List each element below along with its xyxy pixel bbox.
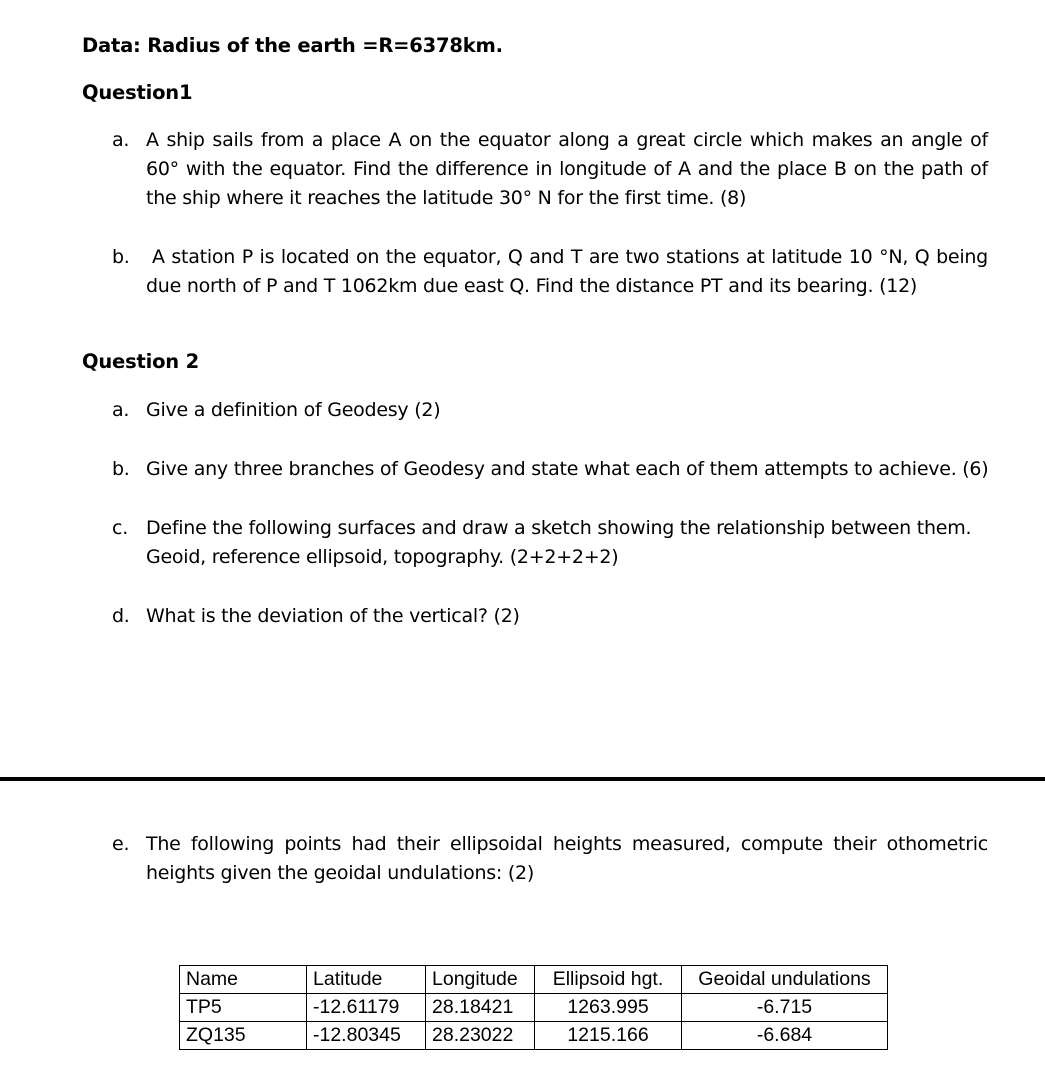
table-row bbox=[180, 994, 888, 1022]
table-cell: -12.80345 bbox=[307, 1022, 426, 1050]
header-cell-geoidal-undulations: Geoidal undulations bbox=[682, 966, 888, 994]
data-line: Data: Radius of the earth =R=6378km. bbox=[82, 34, 503, 57]
item-marker: e. bbox=[112, 833, 130, 855]
item-text-line: Geoid, reference ellipsoid, topography. (2+2+2+2) bbox=[146, 546, 619, 568]
table-cell: 1263.995 bbox=[535, 994, 682, 1022]
header-cell-ellipsoid-height: Ellipsoid hgt. bbox=[535, 966, 682, 994]
item-text-line: A station P is located on the equator, Q and T are two stations at latitude 10 °N, Q being bbox=[152, 246, 988, 268]
item-marker: d. bbox=[112, 605, 130, 627]
table-cell: 1215.166 bbox=[535, 1022, 682, 1050]
table-row bbox=[180, 1022, 888, 1050]
item-text-line: Give any three branches of Geodesy and state what each of them attempts to achieve. (6) bbox=[146, 458, 989, 480]
item-marker: c. bbox=[112, 517, 128, 539]
table-cell: -6.684 bbox=[682, 1022, 888, 1050]
page-divider bbox=[0, 777, 1045, 781]
item-text-line: Give a definition of Geodesy (2) bbox=[146, 399, 441, 421]
item-text-line: Define the following surfaces and draw a sketch showing the relationship between them. bbox=[146, 517, 972, 539]
table-cell: -6.715 bbox=[682, 994, 888, 1022]
header-cell-longitude: Longitude bbox=[426, 966, 535, 994]
item-text-line: What is the deviation of the vertical? (2) bbox=[146, 605, 520, 627]
item-text-line: The following points had their ellipsoidal heights measured, compute their othometric bbox=[146, 833, 988, 855]
item-marker: a. bbox=[112, 129, 130, 151]
table-cell: TP5 bbox=[180, 994, 307, 1022]
question2-heading: Question 2 bbox=[82, 350, 199, 373]
item-text-line: 60° with the equator. Find the difference in longitude of A and the place B on the path of bbox=[146, 158, 988, 180]
item-marker: a. bbox=[112, 399, 130, 421]
item-text-line: A ship sails from a place A on the equator along a great circle which makes an angle of bbox=[146, 129, 988, 151]
header-cell-latitude: Latitude bbox=[307, 966, 426, 994]
table-cell: 28.23022 bbox=[426, 1022, 535, 1050]
item-text-line: due north of P and T 1062km due east Q. Find the distance PT and its bearing. (12) bbox=[146, 275, 918, 297]
table-cell: 28.18421 bbox=[426, 994, 535, 1022]
item-text-line: heights given the geoidal undulations: (2) bbox=[146, 862, 535, 884]
item-text-line: the ship where it reaches the latitude 30° N for the first time. (8) bbox=[146, 187, 747, 209]
question1-heading: Question1 bbox=[82, 81, 193, 104]
table-cell: ZQ135 bbox=[180, 1022, 307, 1050]
header-cell-name: Name bbox=[180, 966, 307, 994]
table-header-row bbox=[180, 966, 888, 994]
item-marker: b. bbox=[112, 246, 130, 268]
heights-table bbox=[179, 965, 888, 1050]
table-cell: -12.61179 bbox=[307, 994, 426, 1022]
item-marker: b. bbox=[112, 458, 130, 480]
